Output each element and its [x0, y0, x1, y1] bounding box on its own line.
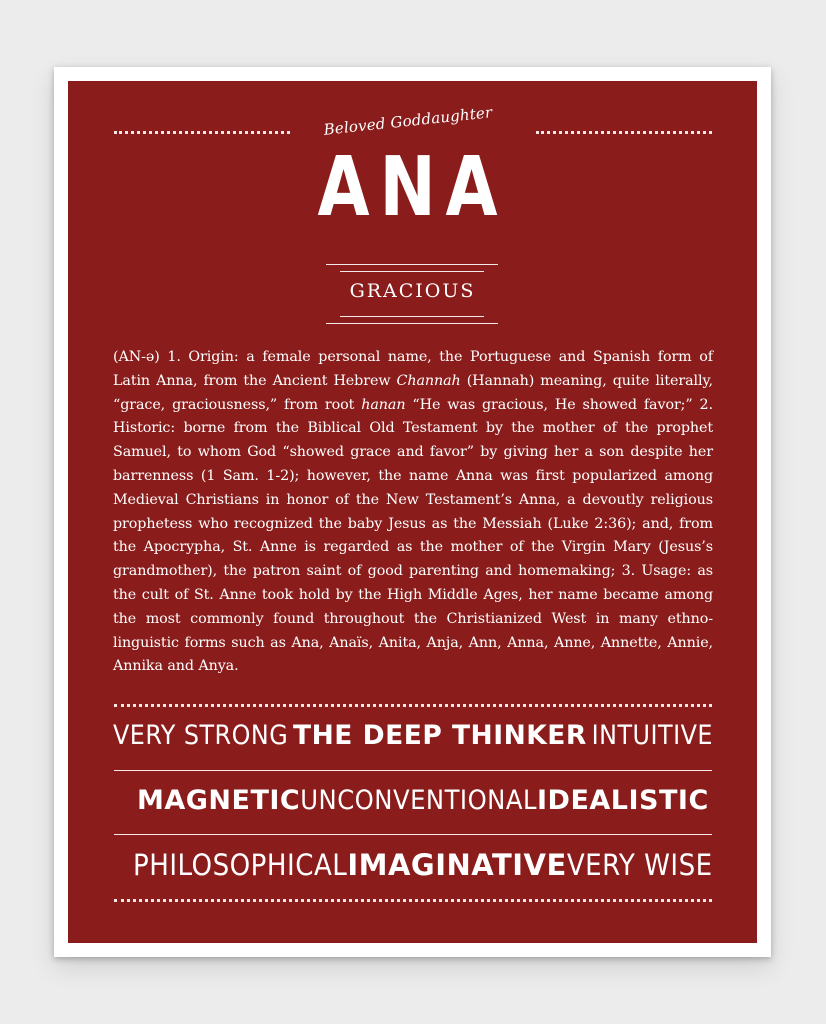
name-underline-bottom — [340, 271, 484, 272]
name-definition — [113, 346, 713, 679]
left-dotted-divider — [114, 131, 290, 134]
trait: THE DEEP THINKER — [293, 720, 587, 751]
name-poster — [68, 81, 757, 943]
meaning-label: GRACIOUS — [349, 280, 476, 302]
name-heading: ANA — [317, 140, 508, 235]
trait: VERY WISE — [566, 848, 713, 882]
traits-divider — [114, 834, 712, 835]
trait: IDEALISTIC — [537, 785, 709, 816]
traits-row — [113, 720, 713, 751]
definition-italic-term: hanan — [361, 396, 406, 413]
traits-bottom-dotted-divider — [114, 899, 712, 902]
right-dotted-divider — [536, 131, 712, 134]
trait: INTUITIVE — [591, 720, 713, 751]
traits-divider — [114, 770, 712, 771]
name-underline-top — [326, 264, 498, 265]
meaning-underline-top — [340, 316, 484, 317]
definition-text: (Hannah) meaning, quite literally, “grace, graciousness,” from root — [113, 372, 713, 413]
traits-top-dotted-divider — [114, 704, 712, 707]
tagline: Beloved Goddaughter — [322, 103, 494, 139]
traits-row — [113, 787, 713, 814]
definition-text: (AN-ə) 1. Origin: a female personal name, the Portuguese and Spanish form of Latin Anna, from the Ancient Hebrew — [113, 349, 713, 389]
trait: PHILOSOPHICAL — [133, 848, 348, 882]
meaning-underline-bottom — [326, 323, 498, 324]
trait: UNCONVENTIONAL — [300, 785, 537, 816]
traits-row — [113, 848, 713, 882]
definition-italic-term: Channah — [396, 372, 461, 389]
definition-text: “He was gracious, He showed favor;” 2. Historic: borne from the Biblical Old Testament by the mother of the prophet Samuel, to whom God “showed grace and favor” by giving her a son despite her barrenness (1 Sam. 1-2); however, the name Anna was first popularized among Medieval Christians in honor of the New Testament’s Anna, a devoutly religious prophetess who recognized the baby Jesus as the Messiah (Luke 2:36); and, from the Apocrypha, St. Anne is regarded as the mother of the Virgin Mary (Jesus’s grandmother), the patron saint of good parenting and homemaking; 3. Usage: as the cult of St. Anne took hold by the High Middle Ages, her name became among the most commonly found throughout the Christianized West in many ethno-linguistic forms such as Ana, Anaïs, Anita, Anja, Ann, Anna, Anne, Annette, Annie, Annika and Anya. — [113, 396, 713, 675]
trait: MAGNETIC — [137, 785, 301, 816]
trait: VERY STRONG — [113, 720, 289, 751]
trait: IMAGINATIVE — [347, 848, 567, 882]
